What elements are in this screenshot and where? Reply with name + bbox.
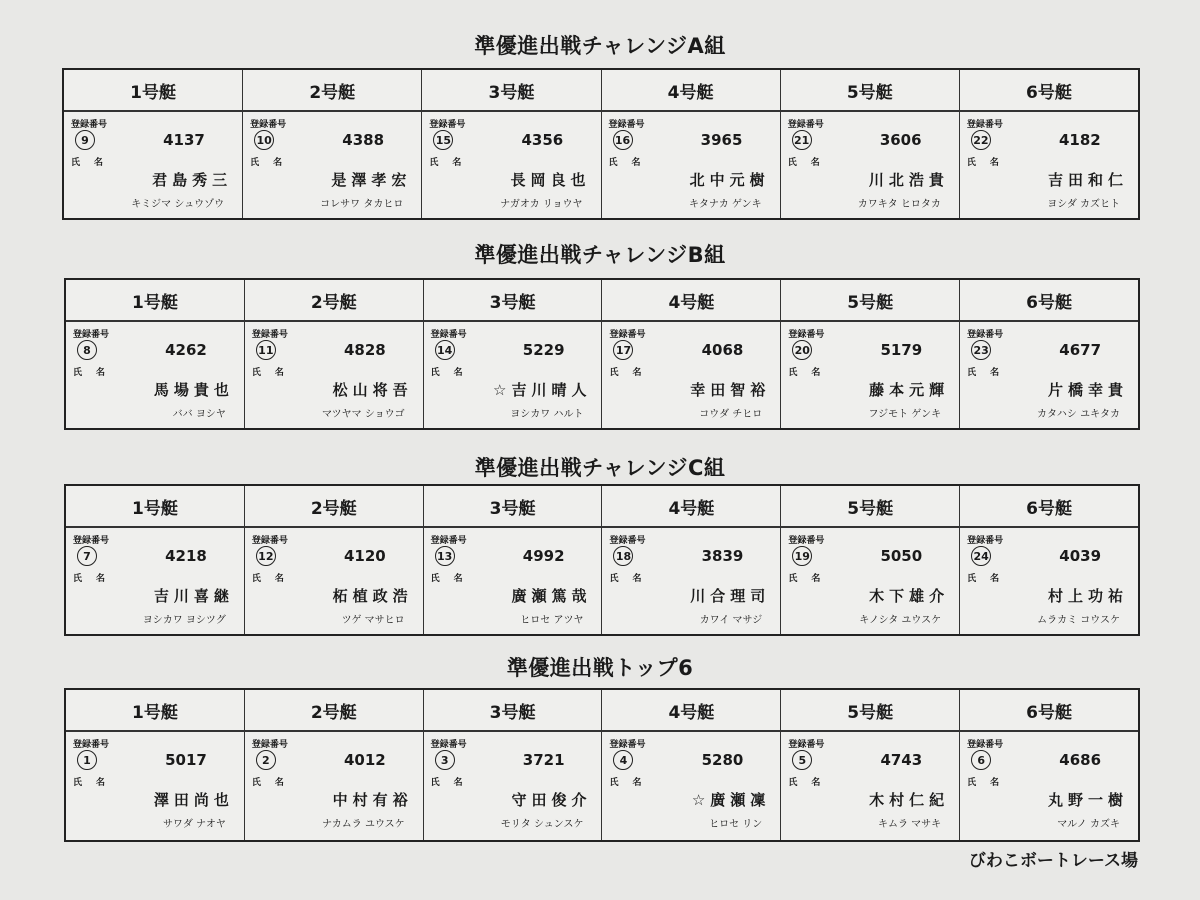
racer-name-kana: キムラ マサキ xyxy=(878,819,942,830)
seed-rank-badge: 20 xyxy=(792,340,812,360)
seed-rank-badge: 19 xyxy=(792,546,812,566)
seed-rank-badge: 18 xyxy=(613,546,633,566)
racer-name-kana: マツヤマ ショウゴ xyxy=(321,409,405,420)
seed-rank-badge: 22 xyxy=(971,130,991,150)
racer-cell xyxy=(781,112,959,218)
racer-name: 馬場貴也 xyxy=(153,381,234,399)
racer-name: 君島秀三 xyxy=(152,171,233,189)
racer-name-kana: サワダ ナオヤ xyxy=(162,819,226,830)
racer-cell xyxy=(245,322,423,428)
boat-number-header: 3号艇 xyxy=(424,690,602,732)
racer-cell xyxy=(602,322,780,428)
racer-cell xyxy=(602,732,780,840)
name-label: 氏名 xyxy=(788,778,835,788)
racer-cell xyxy=(602,528,780,634)
section-title: 準優進出戦チャレンジA組 xyxy=(474,34,726,58)
name-label: 氏名 xyxy=(251,574,298,584)
racer-name-kana: コウダ チヒロ xyxy=(699,409,763,420)
boat-number-header: 4号艇 xyxy=(602,280,780,322)
racer-cell xyxy=(66,322,244,428)
racer-name-kana: キミジマ シュウゾウ xyxy=(131,199,225,210)
registration-label: 登録番号 xyxy=(71,120,108,130)
registration-label: 登録番号 xyxy=(73,740,110,750)
name-label: 氏名 xyxy=(250,158,297,168)
name-label: 氏名 xyxy=(608,158,655,168)
racer-cell xyxy=(243,112,421,218)
boat-number-header: 4号艇 xyxy=(602,70,780,112)
racer-name-kana: フジモト ゲンキ xyxy=(868,409,942,420)
racer-cell xyxy=(66,732,244,840)
boat-number-header: 1号艇 xyxy=(66,690,244,732)
registration-number: 4068 xyxy=(701,341,744,359)
racer-name: 川合理司 xyxy=(690,587,771,605)
racer-cell xyxy=(245,528,423,634)
registration-number: 4218 xyxy=(165,547,207,565)
seed-rank-badge: 11 xyxy=(256,340,276,360)
name-label: 氏名 xyxy=(430,368,477,378)
registration-number: 3721 xyxy=(522,751,565,769)
racer-name-kana: ムラカミ コウスケ xyxy=(1037,615,1120,626)
racer-cell xyxy=(245,732,423,840)
seed-rank-badge: 15 xyxy=(433,130,453,150)
boat-column xyxy=(780,690,959,840)
racer-cell xyxy=(781,322,959,428)
name-label: 氏名 xyxy=(251,368,298,378)
registration-number: 3839 xyxy=(701,547,744,565)
boat-number-header: 5号艇 xyxy=(781,280,959,322)
racer-name-kana: コレサワ タカヒロ xyxy=(320,199,404,210)
registration-label: 登録番号 xyxy=(430,536,467,546)
racer-name: 村上功祐 xyxy=(1047,587,1128,605)
racer-cell xyxy=(960,732,1138,840)
boat-column xyxy=(423,486,602,634)
racer-name: 長岡良也 xyxy=(510,171,591,189)
registration-number: 4012 xyxy=(343,751,386,769)
boat-column xyxy=(959,70,1138,218)
name-label: 氏名 xyxy=(73,778,120,788)
registration-label: 登録番号 xyxy=(251,740,288,750)
racer-name-kana: カワイ マサジ xyxy=(699,615,763,626)
seed-rank-badge: 21 xyxy=(792,130,812,150)
seed-rank-badge: 6 xyxy=(971,750,991,770)
racer-name-kana: ナカムラ ユウスケ xyxy=(321,819,405,830)
boat-number-header: 3号艇 xyxy=(424,280,602,322)
section-title: 準優進出戦トップ6 xyxy=(506,656,694,680)
racer-cell xyxy=(960,528,1138,634)
racer-name: 吉川喜継 xyxy=(153,587,234,605)
registration-number: 4356 xyxy=(521,131,564,149)
registration-number: 4677 xyxy=(1059,341,1102,359)
boat-number-header: 6号艇 xyxy=(960,486,1138,528)
racer-name: 木下雄介 xyxy=(869,587,950,605)
racer-name: 川北浩貴 xyxy=(868,171,949,189)
racer-name-kana: ヒロセ アツヤ xyxy=(520,615,584,626)
racer-name: 廣瀬篤哉 xyxy=(511,587,592,605)
racer-name-kana: ヨシダ カズヒト xyxy=(1047,199,1121,210)
racer-cell xyxy=(424,322,602,428)
boat-column xyxy=(780,70,959,218)
racer-name-kana: ナガオカ リョウヤ xyxy=(500,199,583,210)
boat-number-header: 6号艇 xyxy=(960,690,1138,732)
registration-label: 登録番号 xyxy=(788,536,825,546)
racer-cell xyxy=(781,732,959,840)
name-label: 氏名 xyxy=(430,778,477,788)
seed-rank-badge: 23 xyxy=(971,340,991,360)
seed-rank-badge: 24 xyxy=(971,546,991,566)
seed-rank-badge: 3 xyxy=(435,750,455,770)
racer-name: 片橋幸貴 xyxy=(1047,381,1128,399)
boat-number-header: 5号艇 xyxy=(781,70,959,112)
registration-number: 4182 xyxy=(1058,131,1101,149)
seed-rank-badge: 16 xyxy=(613,130,633,150)
boat-column xyxy=(423,690,602,840)
racer-name: 丸野一樹 xyxy=(1047,791,1128,809)
boat-column xyxy=(242,70,421,218)
boat-column xyxy=(423,280,602,428)
registration-label: 登録番号 xyxy=(608,120,645,130)
name-label: 氏名 xyxy=(609,778,656,788)
racer-name: 中村有裕 xyxy=(332,791,413,809)
seed-rank-badge: 5 xyxy=(792,750,812,770)
racer-cell xyxy=(422,112,600,218)
boat-column xyxy=(421,70,600,218)
section-title: 準優進出戦チャレンジC組 xyxy=(474,456,726,480)
racer-cell xyxy=(424,732,602,840)
race-table xyxy=(62,68,1140,220)
boat-number-header: 2号艇 xyxy=(245,486,423,528)
registration-number: 5229 xyxy=(522,341,565,359)
registration-number: 3606 xyxy=(879,131,922,149)
registration-number: 4120 xyxy=(343,547,386,565)
boat-number-header: 2号艇 xyxy=(245,280,423,322)
name-label: 氏名 xyxy=(251,778,298,788)
seed-rank-badge: 2 xyxy=(256,750,276,770)
racer-name-kana: カワキタ ヒロタカ xyxy=(857,199,941,210)
seed-rank-badge: 7 xyxy=(77,546,97,566)
racer-name: 松山将吾 xyxy=(332,381,413,399)
name-label: 氏名 xyxy=(71,158,118,168)
race-table xyxy=(64,484,1140,636)
racer-cell xyxy=(960,112,1138,218)
racer-cell xyxy=(602,112,780,218)
racer-name-kana: マルノ カズキ xyxy=(1057,819,1120,830)
boat-number-header: 5号艇 xyxy=(781,690,959,732)
name-label: 氏名 xyxy=(788,368,835,378)
racer-name-kana: ヒロセ リン xyxy=(709,819,763,830)
registration-label: 登録番号 xyxy=(430,740,467,750)
name-label: 氏名 xyxy=(429,158,476,168)
registration-number: 4262 xyxy=(165,341,207,359)
racer-name-kana: キノシタ ユウスケ xyxy=(859,615,942,626)
boat-column xyxy=(959,486,1138,634)
registration-label: 登録番号 xyxy=(967,740,1004,750)
boat-number-header: 4号艇 xyxy=(602,486,780,528)
registration-number: 5050 xyxy=(880,547,923,565)
boat-number-header: 2号艇 xyxy=(243,70,421,112)
boat-number-header: 5号艇 xyxy=(781,486,959,528)
boat-number-header: 2号艇 xyxy=(245,690,423,732)
registration-number: 3965 xyxy=(700,131,743,149)
registration-number: 4743 xyxy=(880,751,923,769)
boat-column xyxy=(959,280,1138,428)
name-label: 氏名 xyxy=(609,368,656,378)
racer-cell xyxy=(781,528,959,634)
name-label: 氏名 xyxy=(787,158,834,168)
registration-label: 登録番号 xyxy=(251,536,288,546)
boat-column xyxy=(244,486,423,634)
registration-label: 登録番号 xyxy=(967,536,1004,546)
boat-column xyxy=(66,280,244,428)
racer-name: ☆吉川晴人 xyxy=(493,381,592,399)
registration-label: 登録番号 xyxy=(788,740,825,750)
registration-label: 登録番号 xyxy=(429,120,466,130)
boat-number-header: 1号艇 xyxy=(66,486,244,528)
boat-column xyxy=(64,70,242,218)
registration-label: 登録番号 xyxy=(966,120,1003,130)
registration-label: 登録番号 xyxy=(609,740,646,750)
seed-rank-badge: 13 xyxy=(435,546,455,566)
boat-column xyxy=(780,280,959,428)
registration-number: 4137 xyxy=(163,131,205,149)
racer-name: 藤本元輝 xyxy=(869,381,950,399)
race-table xyxy=(64,278,1140,430)
racer-name: 吉田和仁 xyxy=(1048,171,1129,189)
registration-label: 登録番号 xyxy=(787,120,824,130)
racer-name: ☆廣瀬凜 xyxy=(691,791,771,809)
registration-label: 登録番号 xyxy=(73,536,110,546)
racer-name-kana: ヨシカワ ヨシツグ xyxy=(142,615,226,626)
boat-column xyxy=(959,690,1138,840)
racer-name-kana: ババ ヨシヤ xyxy=(172,409,226,420)
seed-rank-badge: 12 xyxy=(256,546,276,566)
race-table xyxy=(64,688,1140,842)
seed-rank-badge: 4 xyxy=(613,750,633,770)
boat-column xyxy=(244,280,423,428)
name-label: 氏名 xyxy=(430,574,477,584)
registration-number: 4388 xyxy=(342,131,385,149)
racer-name: 是澤孝宏 xyxy=(331,171,412,189)
boat-column xyxy=(780,486,959,634)
boat-number-header: 3号艇 xyxy=(422,70,600,112)
registration-label: 登録番号 xyxy=(251,330,288,340)
name-label: 氏名 xyxy=(609,574,656,584)
boat-number-header: 4号艇 xyxy=(602,690,780,732)
registration-number: 4992 xyxy=(522,547,565,565)
boat-column xyxy=(601,486,780,634)
seed-rank-badge: 8 xyxy=(77,340,97,360)
seed-rank-badge: 17 xyxy=(613,340,633,360)
registration-number: 5017 xyxy=(165,751,207,769)
boat-number-header: 1号艇 xyxy=(64,70,242,112)
racer-name-kana: モリタ シュンスケ xyxy=(500,819,584,830)
boat-number-header: 1号艇 xyxy=(66,280,244,322)
registration-number: 4039 xyxy=(1059,547,1102,565)
boat-column xyxy=(601,70,780,218)
registration-label: 登録番号 xyxy=(609,330,646,340)
boat-column xyxy=(66,486,244,634)
boat-number-header: 6号艇 xyxy=(960,280,1138,322)
registration-label: 登録番号 xyxy=(967,330,1004,340)
seed-rank-badge: 14 xyxy=(435,340,455,360)
section-title: 準優進出戦チャレンジB組 xyxy=(474,243,726,267)
registration-number: 4686 xyxy=(1059,751,1102,769)
name-label: 氏名 xyxy=(967,368,1014,378)
registration-label: 登録番号 xyxy=(430,330,467,340)
name-label: 氏名 xyxy=(967,778,1014,788)
boat-column xyxy=(601,690,780,840)
boat-number-header: 3号艇 xyxy=(424,486,602,528)
name-label: 氏名 xyxy=(73,368,120,378)
registration-number: 5280 xyxy=(701,751,744,769)
racer-name-kana: カタハシ ユキタカ xyxy=(1036,409,1120,420)
seed-rank-badge: 9 xyxy=(75,130,95,150)
name-label: 氏名 xyxy=(966,158,1013,168)
boat-column xyxy=(244,690,423,840)
racer-cell xyxy=(66,528,244,634)
name-label: 氏名 xyxy=(967,574,1014,584)
boat-column xyxy=(66,690,244,840)
boat-column xyxy=(601,280,780,428)
racer-name: 北中元樹 xyxy=(689,171,770,189)
racer-name: 澤田尚也 xyxy=(153,791,234,809)
racer-cell xyxy=(64,112,242,218)
registration-label: 登録番号 xyxy=(609,536,646,546)
racer-cell xyxy=(960,322,1138,428)
registration-number: 5179 xyxy=(880,341,923,359)
racer-name-kana: ヨシカワ ハルト xyxy=(510,409,584,420)
seed-rank-badge: 10 xyxy=(254,130,274,150)
boat-number-header: 6号艇 xyxy=(960,70,1138,112)
racer-name: 柘植政浩 xyxy=(332,587,413,605)
registration-label: 登録番号 xyxy=(250,120,287,130)
name-label: 氏名 xyxy=(73,574,120,584)
racer-cell xyxy=(424,528,602,634)
racer-name: 幸田智裕 xyxy=(690,381,771,399)
seed-rank-badge: 1 xyxy=(77,750,97,770)
registration-number: 4828 xyxy=(343,341,386,359)
racer-name-kana: ツゲ マサヒロ xyxy=(341,615,405,626)
registration-label: 登録番号 xyxy=(788,330,825,340)
name-label: 氏名 xyxy=(788,574,835,584)
venue-name: びわこボートレース場 xyxy=(968,851,1138,871)
racer-name: 守田俊介 xyxy=(511,791,592,809)
racer-name: 木村仁紀 xyxy=(869,791,950,809)
racer-name-kana: キタナカ ゲンキ xyxy=(689,199,762,210)
registration-label: 登録番号 xyxy=(73,330,110,340)
